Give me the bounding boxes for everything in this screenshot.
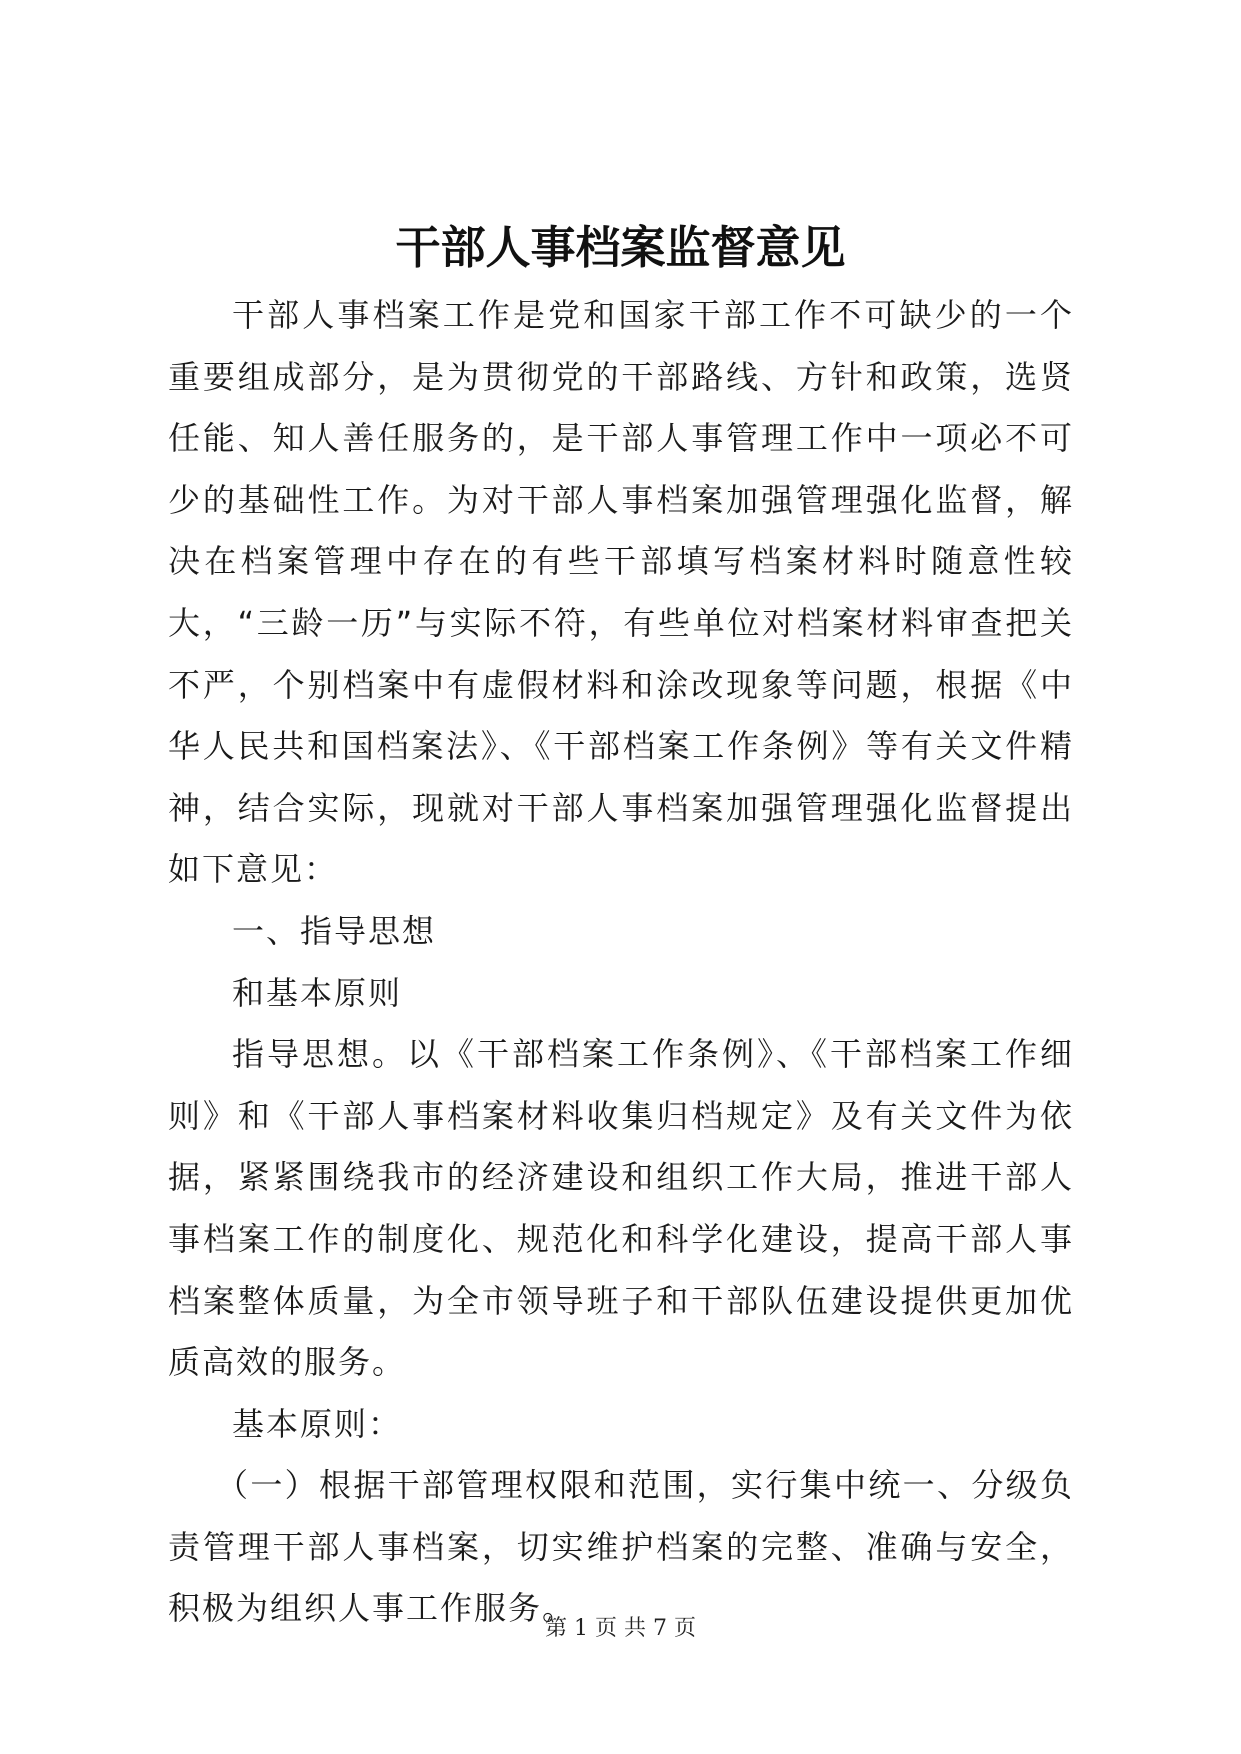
document-title: 干部人事档案监督意见 <box>395 221 846 274</box>
section-heading-continued: 和基本原则 <box>232 973 403 1012</box>
paragraph-intro: 干部人事档案工作是党和国家干部工作不可缺少的一个重要组成部分，是为贯彻党的干部路线、方针和政策，选贤任能、知人善任服务的，是干部人事管理工作中一项必不可少的基础性工作。为对干部人事档案加强管理强化监督，解决在档案管理中存在的有些干部填写档案材料时随意性较大，“三龄一历”与实际不符，有些单位对档案材料审查把关不严，个别档案中有虚假材料和涂改现象等问题，根据《中华人民共和国档案法》、《干部档案工作条例》等有关文件精神，结合实际，现就对干部人事档案加强管理强化监督提出如下意见： <box>168 296 1074 889</box>
document-body <box>168 285 1074 1640</box>
paragraph-principle-one: （一）根据干部管理权限和范围，实行集中统一、分级负责管理干部人事档案，切实维护档案的完整、准确与安全，积极为组织人事工作服务。 <box>168 1466 1074 1628</box>
section-heading: 一、指导思想 <box>232 911 437 950</box>
paragraph-basic-principles-label: 基本原则： <box>232 1404 403 1443</box>
page-footer: 第 1 页 共 7 页 <box>545 1616 696 1641</box>
paragraph-guiding-thought: 指导思想。以《干部档案工作条例》、《干部档案工作细则》和《干部人事档案材料收集归档规定》及有关文件为依据，紧紧围绕我市的经济建设和组织工作大局，推进干部人事档案工作的制度化、规范化和科学化建设，提高干部人事档案整体质量，为全市领导班子和干部队伍建设提供更加优质高效的服务。 <box>168 1035 1074 1382</box>
